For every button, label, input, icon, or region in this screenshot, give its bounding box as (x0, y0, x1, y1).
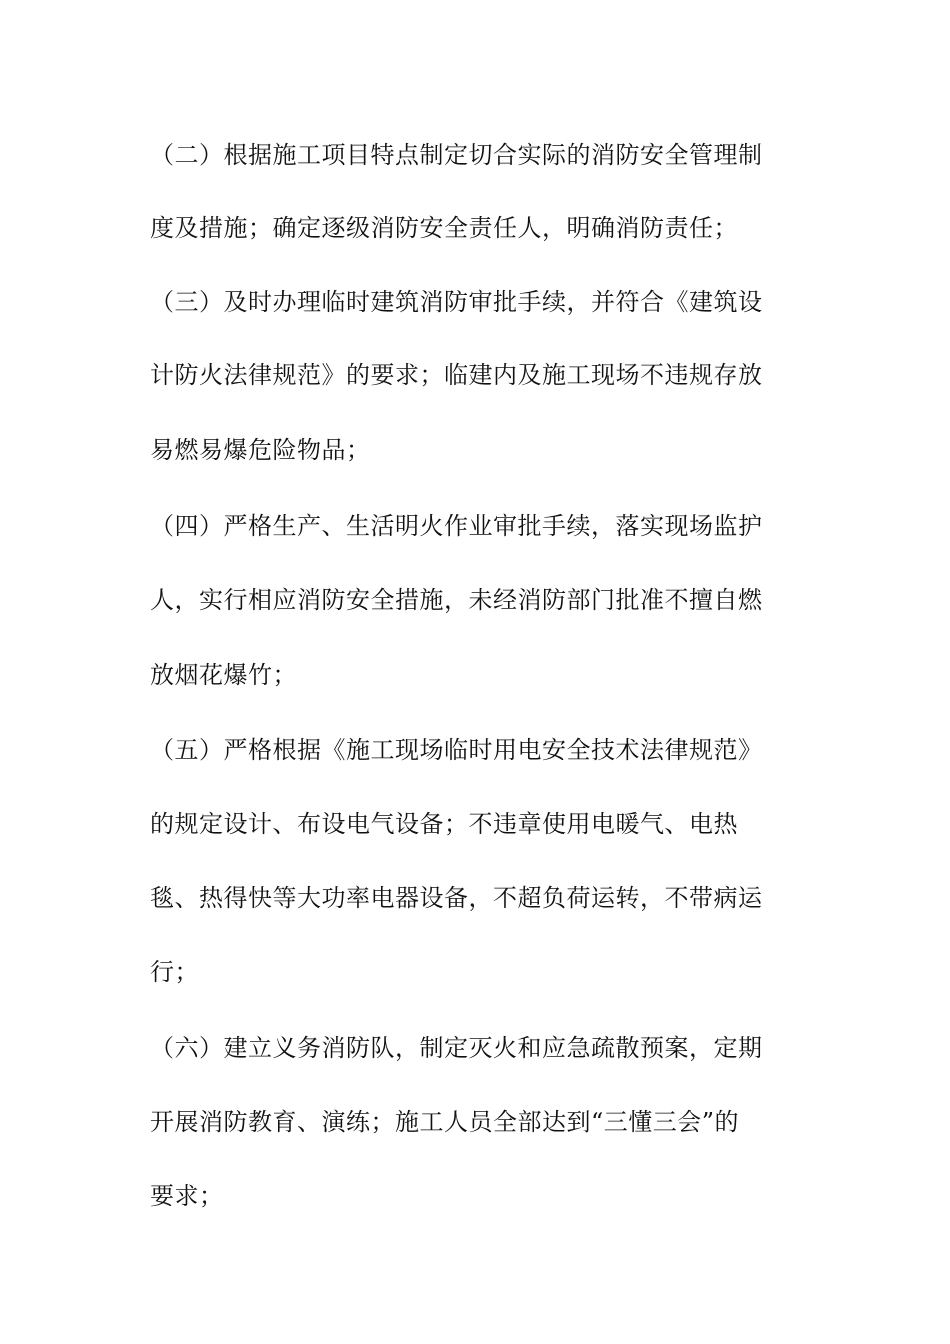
text-line-11: 毯、热得快等大功率电器设备，不超负荷运转，不带病运 (150, 884, 763, 912)
text-line-9: （五）严格根据《施工现场临时用电安全技术法律规范》 (150, 736, 763, 764)
text-line-5: 易燃易爆危险物品； (150, 436, 371, 464)
text-line-4: 计防火法律规范》的要求；临建内及施工现场不违规存放 (150, 361, 763, 389)
text-line-14: 开展消防教育、演练；施工人员全部达到“三懂三会”的 (150, 1108, 740, 1136)
text-line-13: （六）建立义务消防队，制定灭火和应急疏散预案，定期 (150, 1034, 763, 1062)
text-line-2: 度及措施；确定逐级消防安全责任人，明确消防责任； (150, 214, 738, 242)
text-line-8: 放烟花爆竹； (150, 661, 297, 689)
text-line-6: （四）严格生产、生活明火作业审批手续，落实现场监护 (150, 512, 763, 540)
text-line-12: 行； (150, 958, 199, 986)
text-line-15: 要求； (150, 1182, 224, 1210)
text-line-3: （三）及时办理临时建筑消防审批手续，并符合《建筑设 (150, 288, 763, 316)
text-line-1: （二）根据施工项目特点制定切合实际的消防安全管理制 (150, 141, 763, 169)
text-line-7: 人，实行相应消防安全措施，未经消防部门批准不擅自燃 (150, 586, 763, 614)
text-line-10: 的规定设计、布设电气设备；不违章使用电暖气、电热 (150, 810, 738, 838)
